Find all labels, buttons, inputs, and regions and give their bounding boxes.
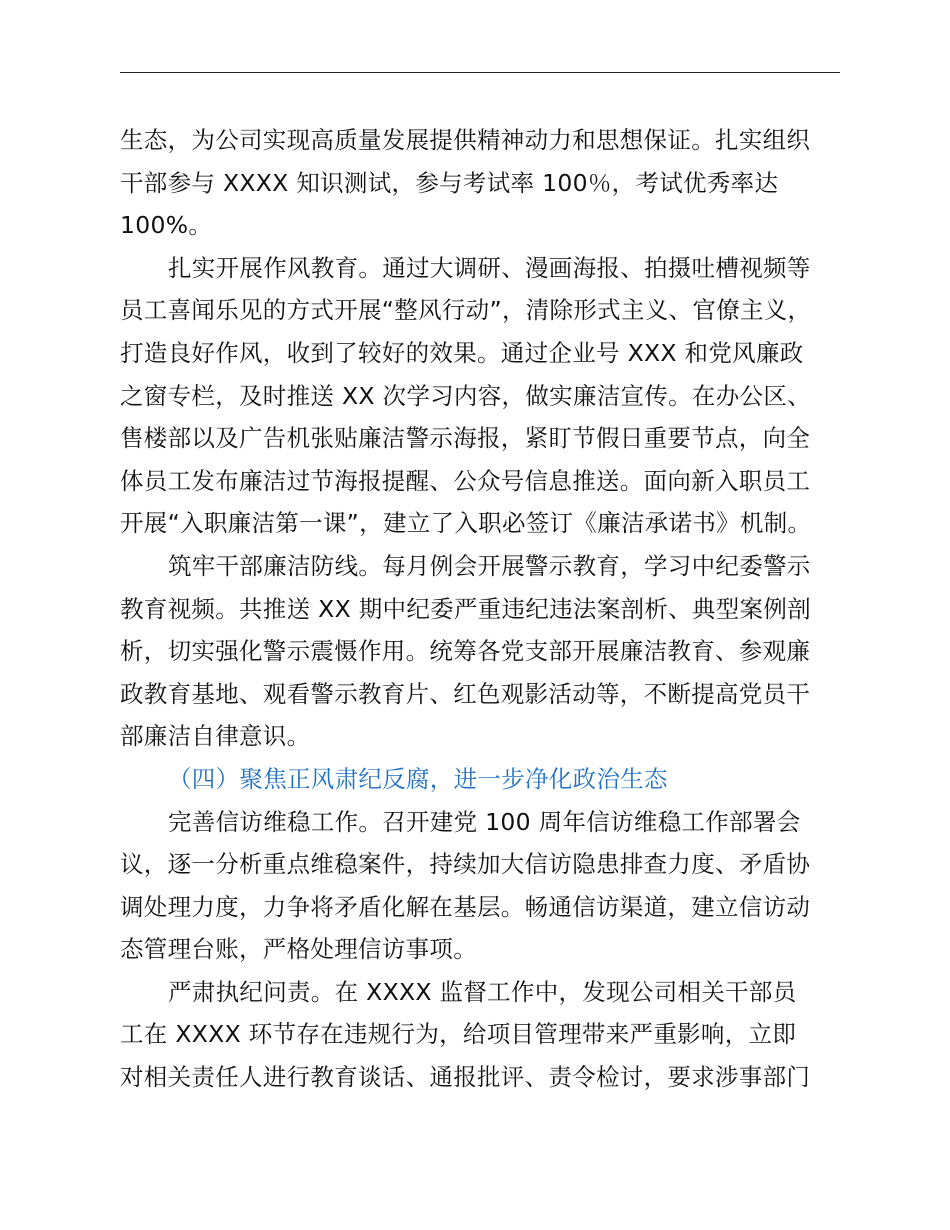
paragraph-line: 议，逐一分析重点维稳案件，持续加大信访隐患排查力度、矛盾协 (120, 850, 811, 879)
paragraph-line: 部廉洁自律意识。 (120, 722, 311, 751)
paragraph-line: 体员工发布廉洁过节海报提醒、公众号信息推送。面向新入职员工 (120, 466, 811, 495)
paragraph-line: 干部参与 XXXX 知识测试，参与考试率 100％，考试优秀率达 (120, 168, 779, 197)
paragraph-line: 100%。 (120, 211, 213, 240)
paragraph-line: 析，切实强化警示震慑作用。统筹各党支部开展廉洁教育、参观廉 (120, 637, 811, 666)
paragraph-line: 打造良好作风，收到了较好的效果。通过企业号 XXX 和党风廉政 (120, 338, 804, 367)
paragraph-line: 政教育基地、观看警示教育片、红色观影活动等，不断提高党员干 (120, 679, 811, 708)
header-rule (120, 72, 840, 73)
paragraph-line: 员工喜闻乐见的方式开展“整风行动”，清除形式主义、官僚主义， (120, 296, 812, 325)
paragraph-line: 开展“入职廉洁第一课”，建立了入职必签订《廉洁承诺书》机制。 (120, 509, 812, 538)
paragraph-line: 生态，为公司实现高质量发展提供精神动力和思想保证。扎实组织 (120, 126, 811, 154)
paragraph-line: 之窗专栏，及时推送 XX 次学习内容，做实廉洁宣传。在办公区、 (120, 381, 811, 410)
paragraph-line: 扎实开展作风教育。通过大调研、漫画海报、拍摄吐槽视频等 (168, 253, 811, 282)
paragraph-line: 教育视频。共推送 XX 期中纪委严重违纪违法案剖析、典型案例剖 (120, 594, 811, 623)
paragraph-line: 调处理力度，力争将矛盾化解在基层。畅通信访渠道，建立信访动 (120, 892, 811, 921)
paragraph-line: 态管理台账，严格处理信访事项。 (120, 935, 477, 964)
paragraph-line: 筑牢干部廉洁防线。每月例会开展警示教育，学习中纪委警示 (168, 551, 811, 580)
paragraph-line: 完善信访维稳工作。召开建党 100 周年信访维稳工作部署会 (168, 807, 801, 836)
document-body (120, 119, 844, 1099)
paragraph-line: 工在 XXXX 环节存在违规行为，给项目管理带来严重影响，立即 (120, 1020, 797, 1049)
paragraph-line: 对相关责任人进行教育谈话、通报批评、责令检讨，要求涉事部门 (120, 1063, 811, 1092)
paragraph-line: 售楼部以及广告机张贴廉洁警示海报，紧盯节假日重要节点，向全 (120, 424, 811, 453)
section-heading: （四）聚焦正风肃纪反腐，进一步净化政治生态 (168, 764, 668, 793)
paragraph-line: 严肃执纪问责。在 XXXX 监督工作中，发现公司相关干部员 (168, 977, 797, 1006)
